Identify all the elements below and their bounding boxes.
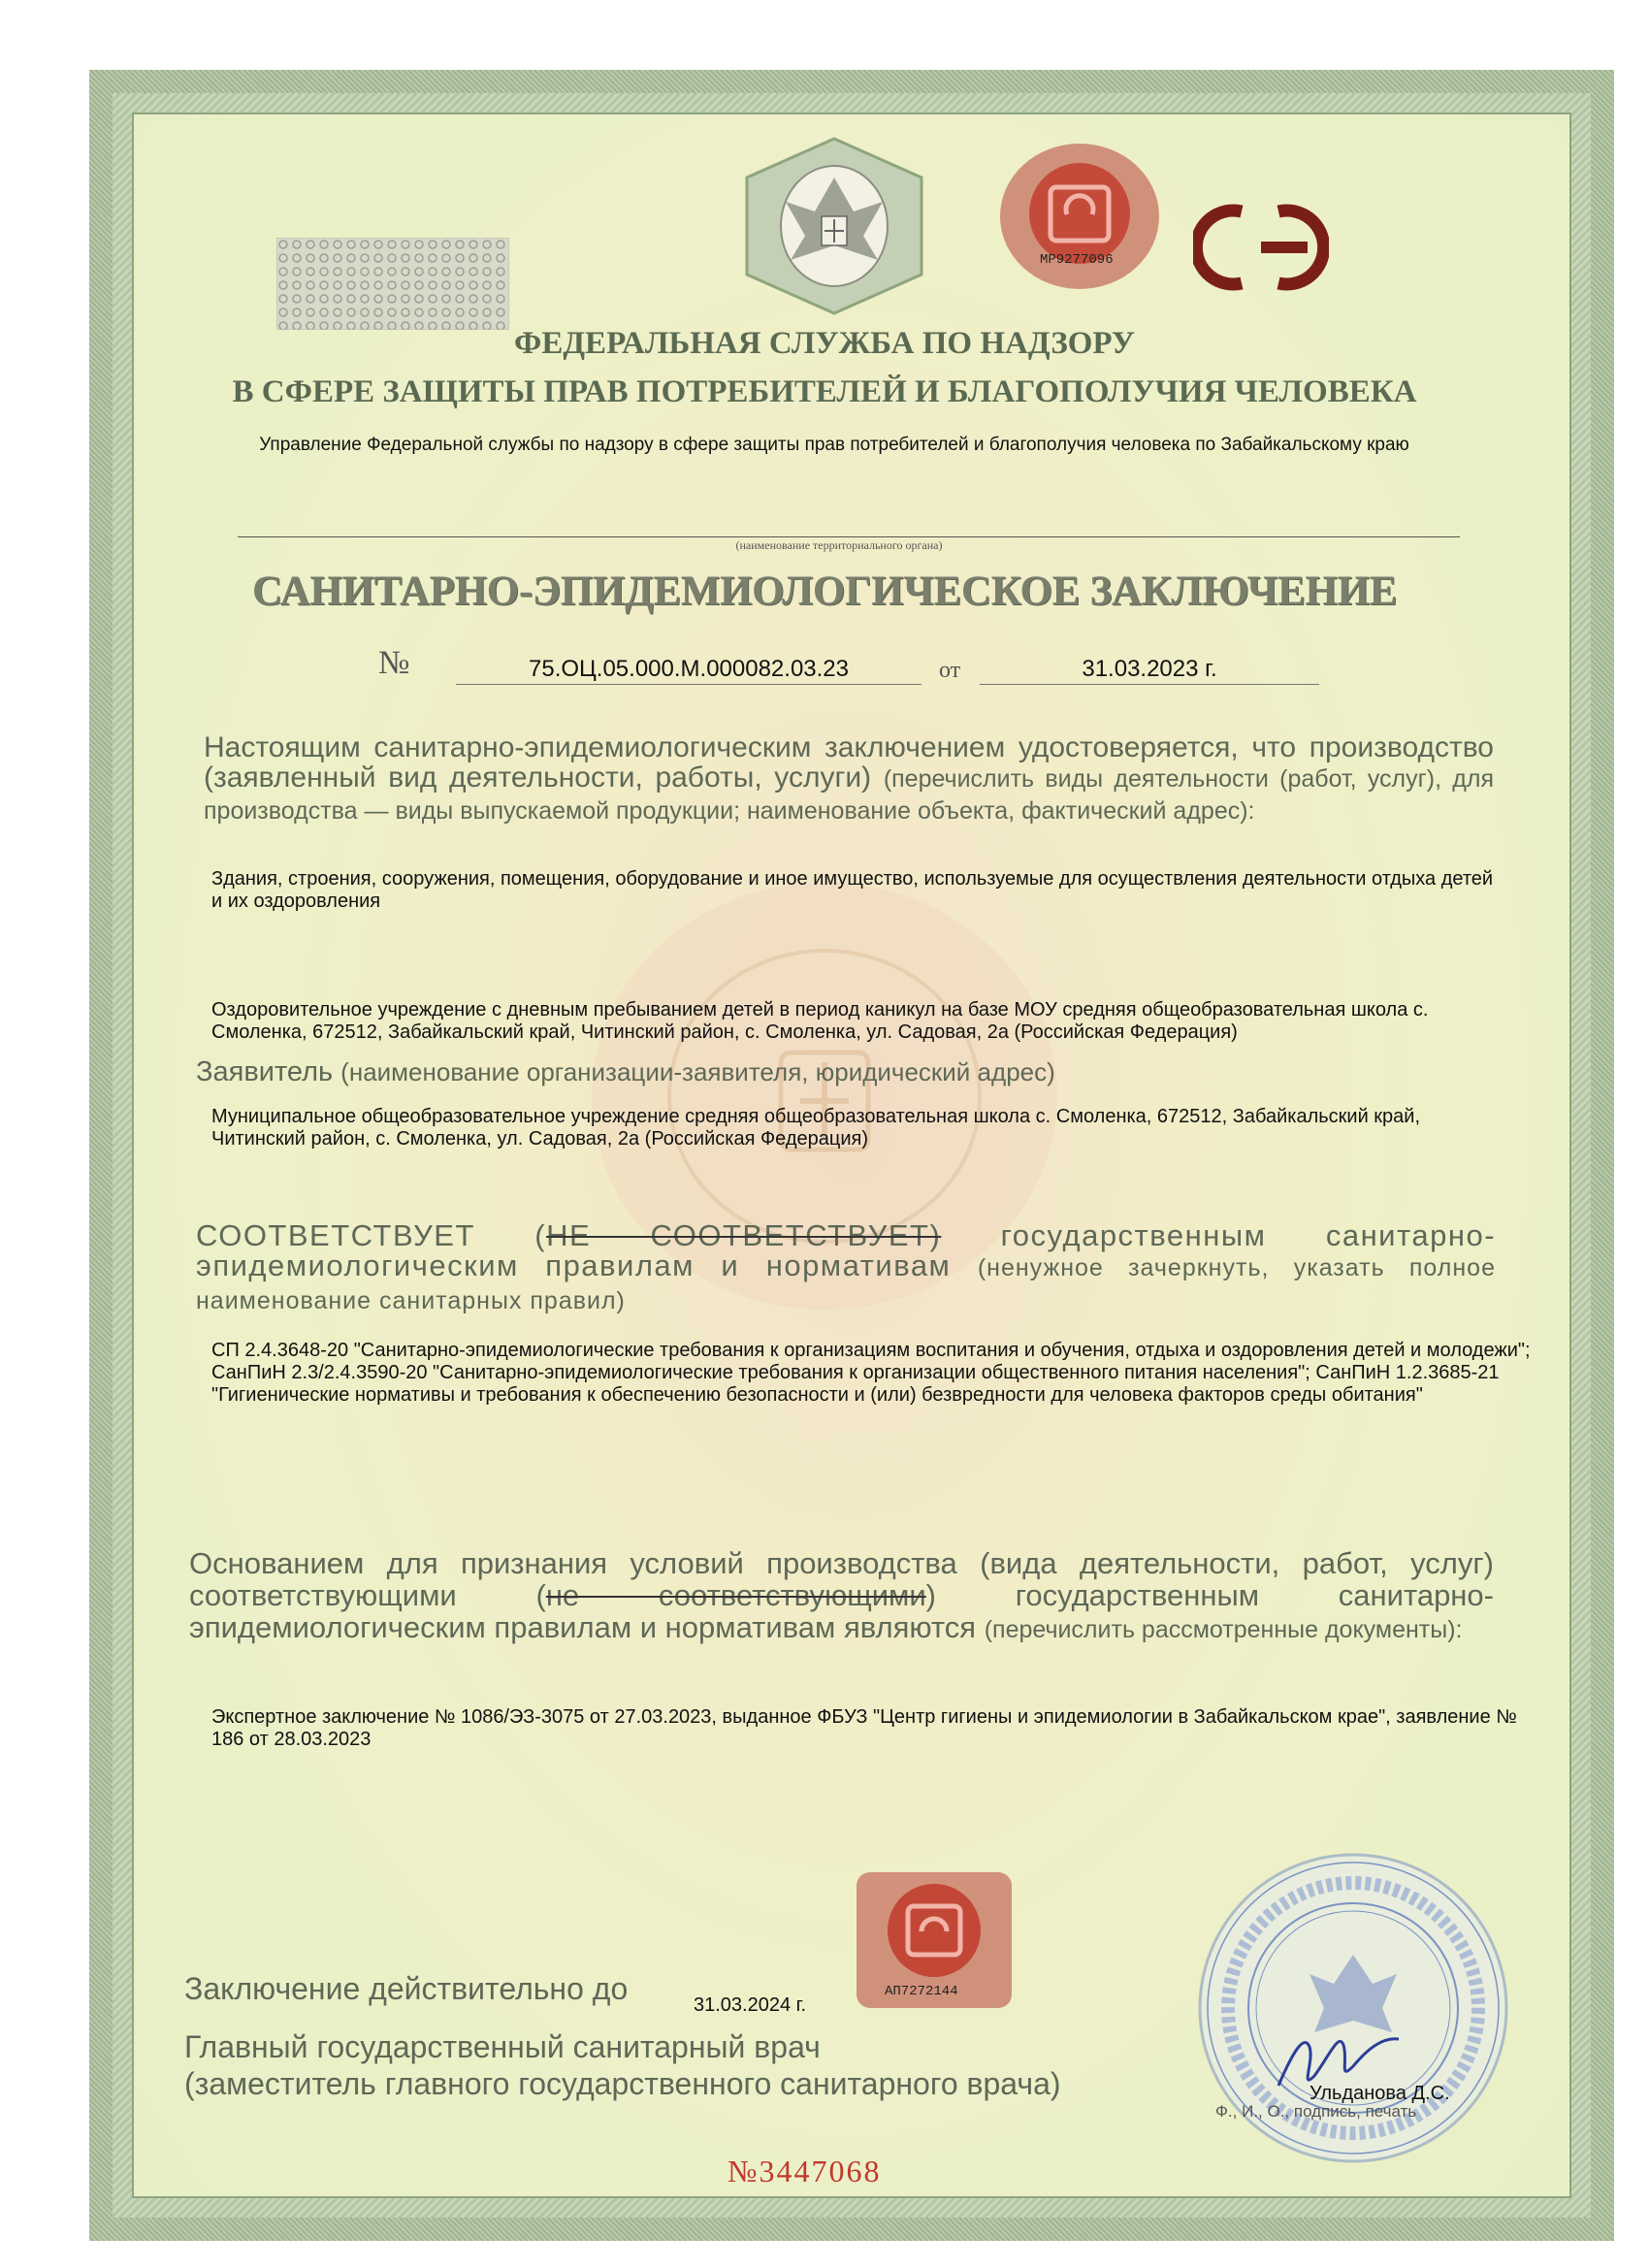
sanitary-rules-text: СП 2.4.3648-20 "Санитарно-эпидемиологические требования к организациям воспитания и обучения, отдыха и оздоровления детей и молодежи"; СанПиН 2.3/2.4.3590-20 "Санитарно-эпидемиологические требования к организации общественного питания населения"; СанПиН 1.2.3685-21 "Гигиенические нормативы и требования к обеспечению безопасности и (или) безвредности для человека факторов среды обитания" xyxy=(211,1340,1531,1406)
basis-statement xyxy=(189,1547,1494,1646)
territorial-body-caption: (наименование территориального органа) xyxy=(735,538,943,552)
hologram-top-code: МР9277096 xyxy=(1040,252,1114,268)
hologram-bottom-code: АП7272144 xyxy=(885,1984,958,1999)
territorial-body-underline xyxy=(238,536,1460,537)
conformity-part2: государственным санитарно-эпидемиологическим правилам и нормативам xyxy=(196,1218,1497,1282)
coat-of-arms-icon xyxy=(732,134,936,318)
activity-intro-main: Настоящим санитарно-эпидемиологическим заключением удостоверяется, что производство (заявленный вид деятельности, работы, услуги) xyxy=(204,731,1494,794)
chief-doctor-title: Главный государственный санитарный врач xyxy=(184,2029,821,2064)
basis-part2: ) государственным санитарно-эпидемиологическим правилам и нормативам являются xyxy=(189,1578,1494,1644)
conformity-statement xyxy=(196,1220,1496,1316)
conformity-struck: НЕ СООТВЕТСТВУЕТ) xyxy=(546,1218,942,1252)
applicant-heading xyxy=(196,1056,1055,1088)
basis-documents-text: Экспертное заключение № 1086/ЭЗ-3075 от 27.03.2023, выданное ФБУЗ "Центр гигиены и эпидемиологии в Забайкальском крае", заявление № 186 от 28.03.2023 xyxy=(211,1706,1517,1750)
applicant-label: Заявитель xyxy=(196,1056,334,1087)
hologram-strip-icon xyxy=(276,238,509,330)
conformity-part1: СООТВЕТСТВУЕТ ( xyxy=(196,1218,547,1252)
hologram-seal-top-icon xyxy=(997,141,1162,291)
activity-intro-hint: (перечислить виды деятельности (работ, услуг), для производства — виды выпускаемой продукции; наименование объекта, фактический адрес): xyxy=(204,765,1494,825)
agency-name-line2: В СФЕРЕ ЗАЩИТЫ ПРАВ ПОТРЕБИТЕЛЕЙ И БЛАГОПОЛУЧИЯ ЧЕЛОВЕКА xyxy=(232,374,1417,409)
form-serial-number: №3447068 xyxy=(728,2154,882,2188)
document-number: 75.ОЦ.05.000.М.000082.03.23 xyxy=(456,655,922,685)
basis-part1: Основанием для признания условий производства (вида деятельности, работ, услуг) соответствующими ( xyxy=(189,1546,1494,1612)
number-sign: № xyxy=(378,645,410,681)
agency-name-line1: ФЕДЕРАЛЬНАЯ СЛУЖБА ПО НАДЗОРУ xyxy=(514,326,1135,361)
object-text: Оздоровительное учреждение с дневным пребыванием детей в период каникул на базе МОУ средняя общеобразовательная школа с. Смоленка, 672512, Забайкальский край, Читинский район, с. Смоленка, ул. Садовая, 2а (Российская Федерация) xyxy=(211,999,1429,1043)
conformity-hint: (ненужное зачеркнуть, указать полное наименование санитарных правил) xyxy=(196,1254,1496,1314)
activity-intro xyxy=(204,732,1494,826)
issue-date: 31.03.2023 г. xyxy=(980,655,1319,685)
validity-date: 31.03.2024 г. xyxy=(694,1994,807,2016)
date-from-label: от xyxy=(939,658,961,683)
document-title: САНИТАРНО-ЭПИДЕМИОЛОГИЧЕСКОЕ ЗАКЛЮЧЕНИЕ xyxy=(251,568,1398,614)
basis-hint: (перечислить рассмотренные документы): xyxy=(984,1616,1463,1643)
applicant-hint: (наименование организации-заявителя, юридический адрес) xyxy=(340,1057,1055,1086)
activity-text: Здания, строения, сооружения, помещения, оборудование и иное имущество, используемые для осуществления деятельности отдыха детей и их оздоровления xyxy=(211,868,1494,912)
deputy-doctor-title: (заместитель главного государственного санитарного врача) xyxy=(184,2066,1061,2101)
territorial-body-name: Управление Федеральной службы по надзору в сфере защиты прав потребителей и благополучия человека по Забайкальскому краю xyxy=(259,435,1409,455)
conformity-mark-icon xyxy=(1193,204,1329,291)
validity-label: Заключение действительно до xyxy=(184,1971,629,2006)
basis-struck: не соответствующими xyxy=(545,1578,926,1612)
signer-name: Ульданова Д.С. xyxy=(1310,2083,1450,2104)
signature-caption: Ф., И., О., подпись, печать xyxy=(1215,2102,1417,2121)
applicant-text: Муниципальное общеобразовательное учреждение средняя общеобразовательная школа с. Смоленка, 672512, Забайкальский край, Читинский район, с. Смоленка, ул. Садовая, 2а (Российская Федерация) xyxy=(211,1106,1421,1150)
